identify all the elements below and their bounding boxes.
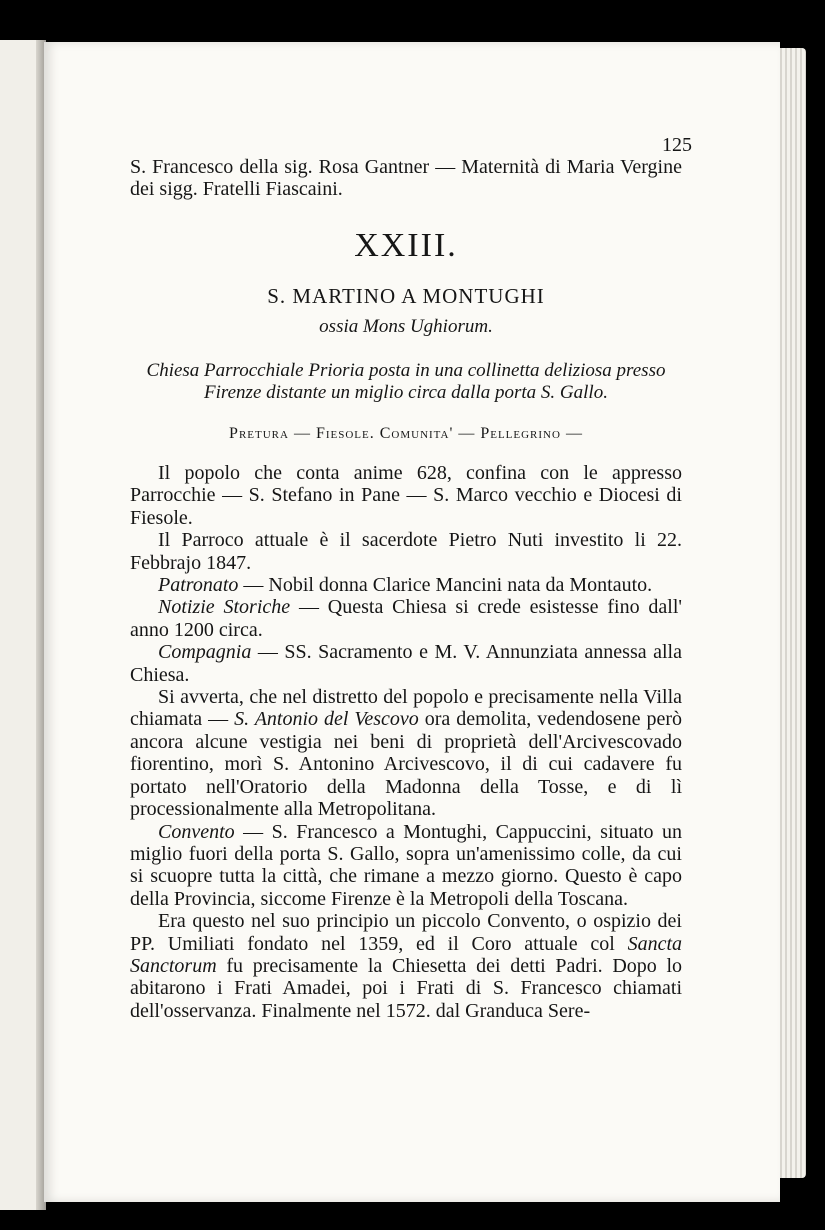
paragraph-label: Convento [158,820,235,843]
paragraph [130,574,682,596]
paragraph-text: Si avverta, che nel distretto del popolo e precisamente nella Villa chiamata — [130,686,682,731]
paragraph [130,641,682,686]
chapter-description: Chiesa Parrocchiale Prioria posta in una collinetta deliziosa presso Firenze distante un miglio circa dalla porta S. Gallo. [146,360,666,403]
paragraph-italic: Sancta Sanctorum [130,932,682,977]
paragraph-label: Compagnia [158,641,252,664]
paragraph-text: Era questo nel suo principio un piccolo Convento, o ospizio dei PP. Umiliati fondato nel 1359, ed il Coro attuale col [130,910,682,955]
paragraph-label: Notizie Storiche [158,596,291,619]
paragraph [130,821,682,911]
paragraph-text: — S. Francesco a Montughi, Cappuccini, situato un miglio fuori della porta S. Gallo, sopra un'amenissimo colle, da cui si scuopre tutta la città, che rimane a mezzo giorno. Questo è capo della Provincia, siccome Firenze è la Metropoli della Toscana. [130,820,682,910]
paragraph-italic: S. Antonio del Vescovo [234,708,419,731]
paragraph [130,910,682,1022]
chapter-subtitle: ossia Mons Ughiorum. [319,316,493,337]
paragraph [130,686,682,820]
paragraph-text: — Questa Chiesa si crede esistesse fino dall' anno 1200 circa. [130,596,682,641]
paragraph-text: ora demolita, vedendosene però ancora alcune vestigia nei beni di proprietà dell'Arcivescovado fiorentino, morì S. Antonino Arcivescovo, il di cui cadavere fu portato nell'Oratorio della Madonna della Tosse, e di lì processionalmente alla Metropolitana. [130,708,682,821]
paragraph-text: — SS. Sacramento e M. V. Annunziata annessa alla Chiesa. [130,641,682,686]
jurisdiction-line: Pretura — Fiesole. Comunita' — Pellegrino — [229,425,583,442]
chapter-title: S. MARTINO A MONTUGHI [267,284,545,308]
chapter-number: XXIII. [354,227,458,264]
body-text [130,462,682,1022]
paragraph: Il Parroco attuale è il sacerdote Pietro Nuti investito li 22. Febbrajo 1847. [130,529,682,574]
paragraph-text: — Nobil donna Clarice Mancini nata da Montauto. [238,574,653,597]
paragraph [130,596,682,641]
paragraph-text: fu precisamente la Chiesetta dei detti Padri. Dopo lo abitarono i Frati Amadei, poi i Frati di S. Francesco chiamati dell'osservanza. Finalmente nel 1572. dal Granduca Sere- [130,954,682,1022]
paragraph: Il popolo che conta anime 628, confina con le appresso Parrocchie — S. Stefano in Pane — S. Marco vecchio e Diocesi di Fiesole. [130,462,682,529]
book-page [44,42,780,1202]
page-number: 125 [662,134,692,156]
paragraph-label: Patronato [158,574,239,597]
lead-text: S. Francesco della sig. Rosa Gantner — Maternità di Maria Vergine dei sigg. Fratelli Fiascaini. [130,156,682,200]
